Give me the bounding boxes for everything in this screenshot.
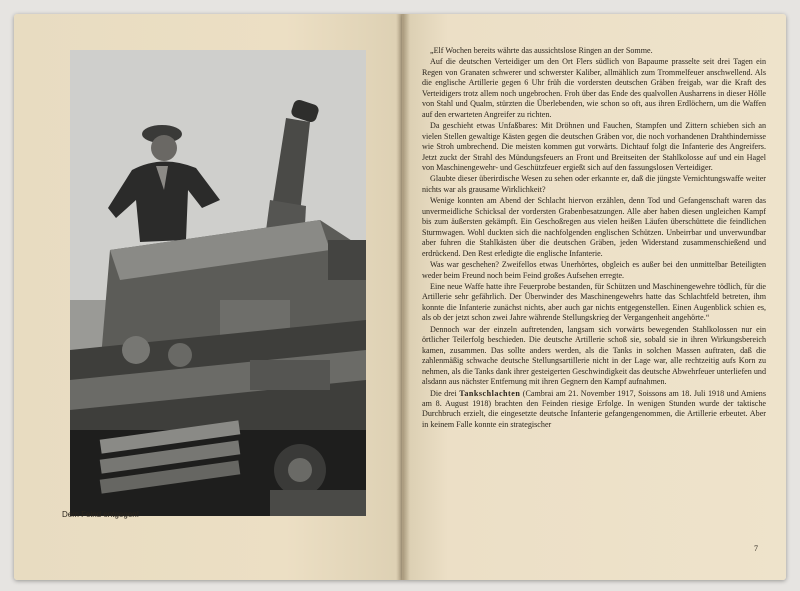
paragraph: Glaubte dieser überirdische Wesen zu sehen oder erkannte er, daß die jüngste Vernichtungswaffe weiter nichts war als grausame Wirklichkeit? <box>422 174 766 194</box>
paragraph-rest: (Cambrai am 21. November 1917, Soissons am 18. Juli 1918 und Amiens am 8. August 1918) brachten den Feinden riesige Erfolge. In wenigen Stunden wurde der taktische Durchbruch erzielt, die eingesetzte deutsche Infanterie gefangengenommen, die Artillerie erbeutet. Aber in keinem Falle konnte ein strategischer <box>422 388 766 429</box>
paragraph-last <box>422 389 766 431</box>
photo-illustration <box>70 50 366 516</box>
paragraph: Was war geschehen? Zweifellos etwas Unerhörtes, obgleich es außer bei den unmittelbar Beteiligten weder beim Freund noch beim Feind großes Aufsehen erregte. <box>422 260 766 280</box>
paragraph: „Elf Wochen bereits währte das aussichtslose Ringen an der Somme. <box>430 46 653 55</box>
paragraph: Da geschieht etwas Unfaßbares: Mit Dröhnen und Fauchen, Stampfen und Zittern schieben sich an vielen Stellen gewaltige Kästen gegen die deutschen Gräben vor, die noch vorhandenen Drahthindernisse wie Stroh umbrechend. Die meisten kommen gut vorwärts. Dichtauf folgt die Infanterie des Angreifers. Jetzt zuckt der Strahl des Mündungsfeuers an Front und Breitseiten der Stahlkolosse auf und ein Hagel von Maschinengewehr- und Geschützfeuer ergießt sich auf den fassungslosen Verteidiger. <box>422 121 766 172</box>
paragraph: Dennoch war der einzeln auftretenden, langsam sich vorwärts bewegenden Stahlkolossen nur ein örtlicher Teilerfolg beschieden. Die deutsche Artillerie schoß sie, sobald sie in ihren Wirkungsbereich kamen, zusammen. Das sollte anders werden, als die Tanks in solchen Massen auftraten, daß die zahlenmäßig schwache deutsche Stellungsartillerie nicht in der Lage war, alle rechtzeitig aufs Korn zu nehmen, als die Tanks dank ihrer gesteigerten Geschwindigkeit das deutsche Abwehrfeuer unterliefen und alsdann aus nächster Entfernung mit ihren Gegnern den Kampf aufnahmen. <box>422 324 766 387</box>
book-spread <box>14 14 786 580</box>
page-number: 7 <box>754 544 758 553</box>
text-column <box>422 46 766 431</box>
photo-caption: Dem Feind entgegen! <box>62 510 139 519</box>
book-gutter <box>396 14 410 580</box>
paragraph-lead: Die drei <box>430 388 460 398</box>
paragraph: Auf die deutschen Verteidiger um den Ort Flers südlich von Bapaume prasselte seit drei Tagen ein Regen von Granaten schwerer und schwerster Kaliber, allmählich zum Trommelfeuer anschwellend. Als die englische Artillerie gegen 6 Uhr früh die vordersten deutschen Gräben freigab, war die Kraft des Verteidigers trotz allem noch ungebrochen. Froh über das Ende des qualvollen Ausharrens in dieser Hölle von Stahl und Qualm, stürzten die Überlebenden, wie schon so oft, aus ihren Erdlöchern, um die Waffen auf den erwarteten Angreifer zu richten. <box>422 57 766 119</box>
right-page <box>402 14 786 580</box>
bold-term: Tankschlachten <box>459 388 521 398</box>
paragraph: Eine neue Waffe hatte ihre Feuerprobe bestanden, für Schützen und Maschinengewehre tödlich, für die Artillerie sehr gefährlich. Der Überwinder des Maschinengewehrs hatte das Schlachtfeld betreten, ihm konnte die Infanterie zunächst nichts, aber auch gar nichts entgegenstellen. Einen Augenblick schien es, als ob der jetzt schon zwei Jahre währende Stellungskrieg der Vergangenheit angehörte.“ <box>422 281 766 323</box>
tank-commander-photo <box>70 50 366 516</box>
left-page <box>14 14 402 580</box>
paragraph: Wenige konnten am Abend der Schlacht hiervon erzählen, denn Tod und Gefangenschaft waren das unvermeidliche Schicksal der vordersten Grabenbesatzungen. Alle aber haben diesen ungleichen Kampf bis zum äußersten gekämpft. Ein Geschoßregen aus vielen heißen Läufen überschüttete die feindlichen Sturmwagen. Wohl duckten sich die nachfolgenden englischen Schützen. Unbeirrbar und unverwundbar aber fuhren die Stahlkästen über die deutschen Gräben, jeden Widerstand zusammenschießend und erdrückend. Den Rest erledigte die englische Infanterie. <box>422 196 766 258</box>
